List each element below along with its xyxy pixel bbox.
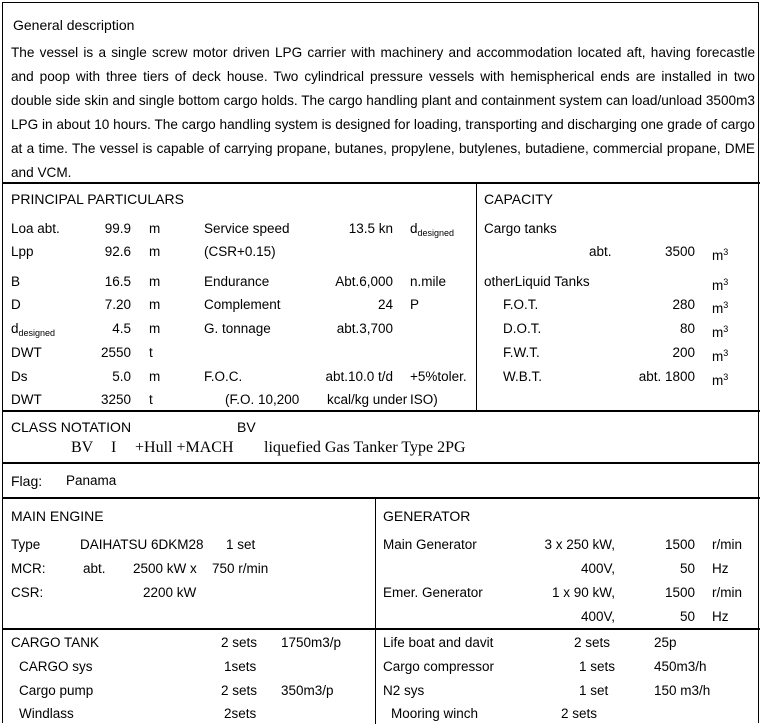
equipment-label: Cargo pump [19,683,94,698]
gen-emer-rpm: 1500 [664,585,695,600]
gt-label: G. tonnage [204,321,271,336]
engine-mcr-abt: abt. [83,561,106,576]
particular-label: Ds [11,369,28,384]
gen-main-spec: 3 x 250 kW, [544,537,615,552]
divider [3,628,760,630]
equipment-spec: 25p [654,635,677,650]
equipment-label: Cargo compressor [383,659,495,674]
engine-csr-value: 2200 kW [143,585,197,600]
gen-emer-rpm-unit: r/min [712,585,742,600]
capacity-item-value: abt. 1800 [638,369,695,384]
flag-value: Panama [66,473,117,488]
divider [3,410,760,412]
particular-label: Lpp [11,244,34,259]
spec-sheet [2,2,759,723]
service-speed-note: $d_{designed}$ [410,221,455,238]
capacity-item-label: F.W.T. [503,345,540,360]
particular-unit: m [149,297,161,312]
equipment-label: CARGO sys [19,659,93,674]
service-speed-value: 13.5 kn [348,221,393,236]
equipment-label: Mooring winch [391,706,479,721]
particular-unit: m [149,369,161,384]
principal-title: PRINCIPAL PARTICULARS [11,191,184,207]
foc-value: abt.10.0 t/d [325,369,393,384]
engine-mcr-label: MCR: [11,561,46,576]
equipment-qty: 1 set [579,683,609,698]
service-speed-label: Service speed [204,221,290,236]
gen-emer-volt: 400V, [580,609,615,624]
engine-csr-label: CSR: [11,585,44,600]
particular-value: 2550 [100,345,131,360]
capacity-item-value: 80 [679,321,695,336]
particular-value: 4.5 [112,321,131,336]
general-title: General description [13,17,135,33]
particular-unit: m [149,321,161,336]
particular-value: 99.9 [104,221,131,236]
particular-unit: t [149,392,153,407]
complement-value: 24 [377,297,393,312]
capacity-unit: $m^3$ [712,324,729,340]
foc-line2: (F.O. 10,200 [225,392,300,407]
particular-unit: m [149,274,161,289]
particular-unit: m [149,221,161,236]
particular-value: 5.0 [112,369,131,384]
capacity-item-value: 200 [672,345,695,360]
gen-main-rpm: 1500 [664,537,695,552]
divider [3,182,760,184]
cargo-abt: abt. [589,244,612,259]
gen-main-label: Main Generator [383,537,477,552]
engine-type-label: Type [11,537,41,552]
particular-label: D [11,297,21,312]
engine-title: MAIN ENGINE [11,508,104,524]
equipment-spec: 1750m3/p [281,635,342,650]
cargo-value: 3500 [664,244,695,259]
gen-emer-hz-unit: Hz [712,609,729,624]
divider [3,497,760,499]
divider [476,183,477,410]
capacity-unit: $m^3$ [712,372,729,388]
foc-label: F.O.C. [204,369,243,384]
class-title: CLASS NOTATION [11,419,132,435]
service-speed-csr: (CSR+0.15) [204,244,276,259]
capacity-item-label: D.O.T. [503,321,542,336]
capacity-item-value: 280 [672,297,695,312]
class-notation: +Hull +MACH [135,439,234,456]
gen-emer-spec: 1 x 90 kW, [551,585,615,600]
capacity-title: CAPACITY [484,191,553,207]
class-notation: I [111,439,117,456]
endurance-unit: n.mile [410,274,447,289]
gt-value: abt.3,700 [336,321,393,336]
engine-mcr-power: 2500 kW x [133,561,197,576]
capacity-item-label: W.B.T. [503,369,543,384]
equipment-label: CARGO TANK [11,635,100,650]
divider [3,462,760,464]
equipment-spec: 450m3/h [654,659,707,674]
particular-value: 3250 [100,392,131,407]
gen-main-rpm-unit: r/min [712,537,742,552]
divider [375,629,376,724]
endurance-value: Abt.6,000 [335,274,393,289]
equipment-spec: 150 m3/h [654,683,711,698]
engine-type-count: 1 set [226,537,256,552]
equipment-label: N2 sys [383,683,425,698]
engine-type-value: DAIHATSU 6DKM28 [80,537,204,552]
equipment-qty: 2 sets [574,635,611,650]
equipment-qty: 1sets [224,659,257,674]
gen-main-hz-unit: Hz [712,561,729,576]
equipment-spec: 350m3/p [281,683,334,698]
complement-unit: P [410,297,420,312]
gen-emer-label: Emer. Generator [383,585,483,600]
capacity-unit: $m^3$ [712,277,729,293]
particular-value: 92.6 [104,244,131,259]
equipment-qty: 2 sets [221,683,258,698]
particular-value: 16.5 [104,274,131,289]
gen-emer-hz: 50 [679,609,695,624]
particular-value: 7.20 [104,297,131,312]
general-text: The vessel is a single screw motor driven LPG carrier with machinery and accommodation located aft, having forecastle and poop with three tiers of deck house. Two cylindrical pressure vessels with hemispherical ends are installed in two double side skin and single bottom cargo holds. The cargo handling plant and containment system can load/unload 3500m3 LPG in about 10 hours. The cargo handling system is designed for loading, transporting and discharging one grade of cargo at a time. The vessel is capable of carrying propane, butanes, propylene, butylenes, butadiene, commercial propane, DME and VCM. [11,45,755,180]
foc-line2: kcal/kg under [327,392,408,407]
particular-label: DWT [11,345,42,360]
endurance-label: Endurance [204,274,270,289]
equipment-label: Windlass [19,706,74,721]
capacity-item-label: F.O.T. [503,297,539,312]
divider [375,498,376,629]
particular-label-draft: $d_{designed}$ [11,321,56,338]
particular-label: B [11,274,21,289]
class-notation: BV [71,439,94,456]
particular-label: DWT [11,392,42,407]
generator-title: GENERATOR [383,508,471,524]
complement-label: Complement [204,297,281,312]
other-tanks-label: otherLiquid Tanks [484,274,590,289]
gen-main-hz: 50 [679,561,695,576]
foc-line2: ISO) [410,392,438,407]
equipment-qty: 2sets [224,706,257,721]
equipment-label: Life boat and davit [383,635,494,650]
equipment-qty: 1 sets [579,659,616,674]
capacity-unit: $m^3$ [712,348,729,364]
capacity-unit: $m^3$ [712,247,729,263]
capacity-unit: $m^3$ [712,300,729,316]
flag-label: Flag: [11,473,43,489]
equipment-qty: 2 sets [221,635,258,650]
gen-main-volt: 400V, [580,561,615,576]
engine-mcr-rpm: 750 r/min [212,561,269,576]
class-society: BV [237,419,256,435]
equipment-qty: 2 sets [561,706,598,721]
foc-toler: +5%toler. [410,369,467,384]
particular-unit: m [149,244,161,259]
particular-unit: t [149,345,153,360]
cargo-tanks-label: Cargo tanks [484,221,557,236]
particular-label: Loa abt. [11,221,60,236]
class-notation: liquefied Gas Tanker Type 2PG [264,439,466,456]
